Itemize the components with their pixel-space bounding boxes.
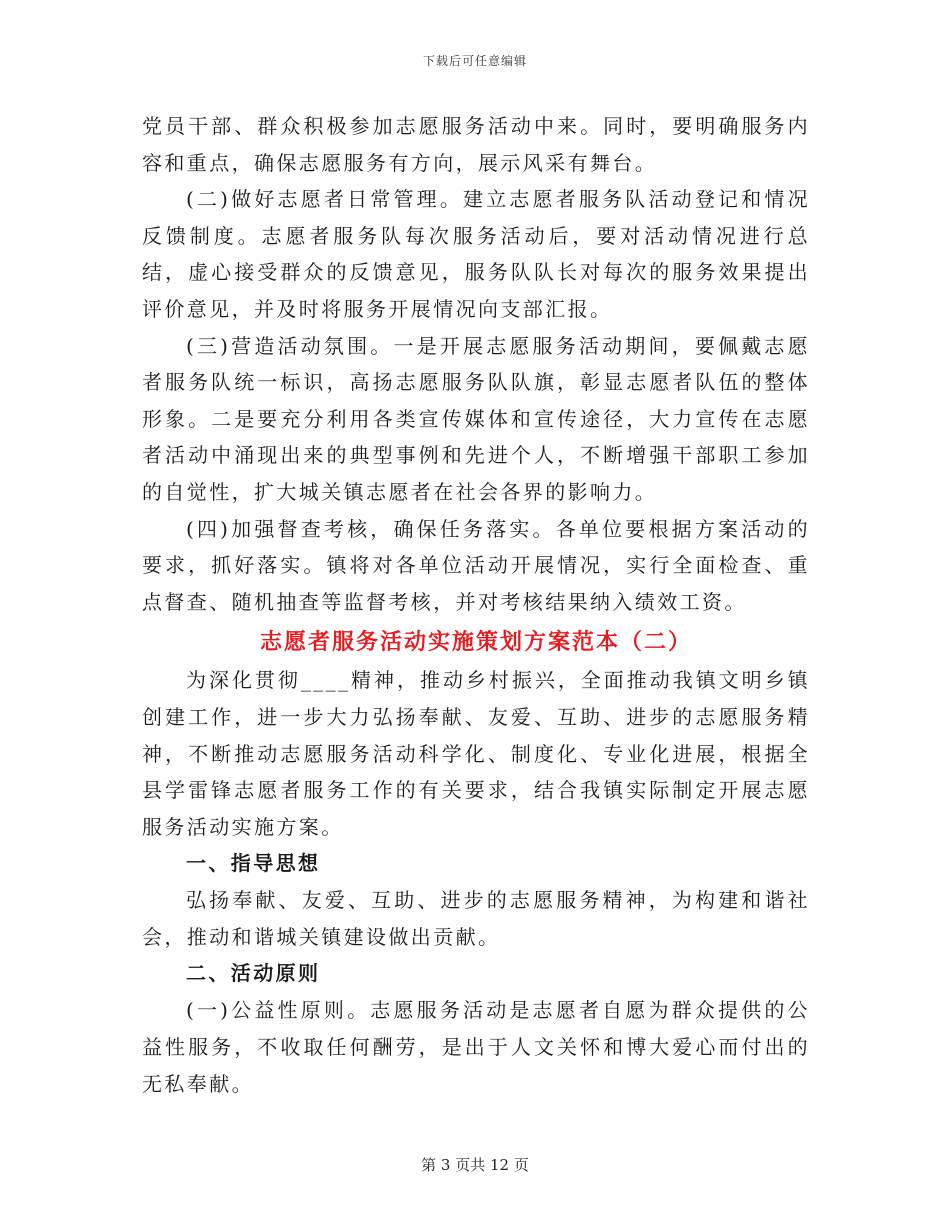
heading-activity-principles: 二、活动原则 — [186, 961, 321, 986]
paragraph-guiding-ideology: 弘扬奉献、友爱、互助、进步的志愿服务精神，为构建和谐社会，推动和谐城关镇建设做出贡献。 — [142, 888, 810, 949]
paragraph-daily-management: (二)做好志愿者日常管理。建立志愿者服务队活动登记和情况反馈制度。志愿者服务队每次服务活动后，要对活动情况进行总结，虚心接受群众的反馈意见，服务队队长对每次的服务效果提出评价意见，并及时将服务开展情况向支部汇报。 — [142, 187, 810, 321]
paragraph-supervision: (四)加强督查考核，确保任务落实。各单位要根据方案活动的要求，抓好落实。镇将对各单位活动开展情况，实行全面检查、重点督查、随机抽查等监督考核，并对考核结果纳入绩效工资。 — [142, 516, 810, 614]
paragraph-activity-atmosphere: (三)营造活动氛围。一是开展志愿服务活动期间，要佩戴志愿者服务队统一标识，高扬志愿服务队队旗，彰显志愿者队伍的整体形象。二是要充分利用各类宣传媒体和宣传途径，大力宣传在志愿者活动中涌现出来的典型事例和先进个人，不断增强干部职工参加的自觉性，扩大城关镇志愿者在社会各界的影响力。 — [142, 333, 810, 504]
document-body — [142, 108, 810, 1102]
page-footer: 第 3 页共 12 页 — [421, 1156, 529, 1174]
paragraph-intro: 为深化贯彻____精神，推动乡村振兴，全面推动我镇文明乡镇创建工作，进一步大力弘扬奉献、友爱、互助、进步的志愿服务精神，不断推动志愿服务活动科学化、制度化、专业化进展，根据全县学雷锋志愿者服务工作的有关要求，结合我镇实际制定开展志愿服务活动实施方案。 — [142, 668, 810, 839]
paragraph-continuation: 党员干部、群众积极参加志愿服务活动中来。同时，要明确服务内容和重点，确保志愿服务有方向，展示风采有舞台。 — [142, 114, 810, 175]
heading-guiding-ideology: 一、指导思想 — [186, 851, 321, 876]
page-header: 下载后可任意编辑 — [422, 54, 527, 68]
paragraph-public-welfare: (一)公益性原则。志愿服务活动是志愿者自愿为群众提供的公益性服务，不收取任何酬劳，是出于人文关怀和博大爱心而付出的无私奉献。 — [142, 998, 810, 1096]
section-title: 志愿者服务活动实施策划方案范本（二） — [259, 629, 692, 656]
